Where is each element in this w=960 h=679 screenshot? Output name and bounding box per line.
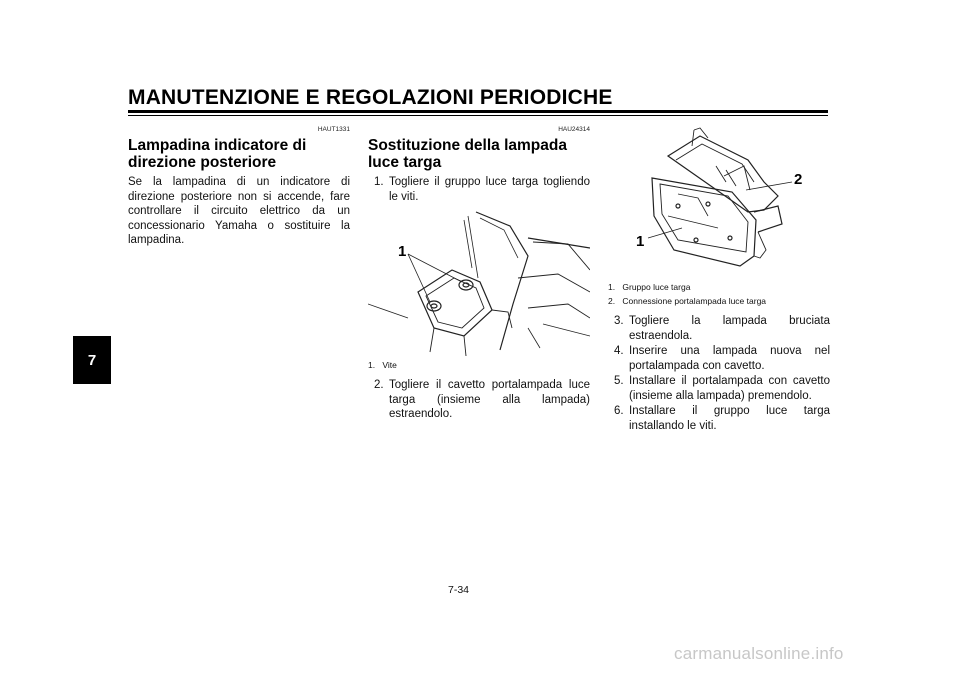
section-code: HAUT1331 bbox=[317, 126, 350, 133]
column-right bbox=[608, 126, 830, 434]
page-number: 7-34 bbox=[448, 584, 470, 596]
step-item: 1. Togliere il gruppo luce targa togliendo le viti. bbox=[374, 176, 590, 203]
header-rule-thin bbox=[128, 115, 828, 116]
header-rule-thick bbox=[128, 110, 828, 113]
watermark: carmanualsonline.info bbox=[674, 644, 844, 663]
callout-1: 1 bbox=[398, 243, 407, 260]
section-paragraph: Se la lampadina di un indicatore di direzione posteriore non si accende, fare controllare il circuito elettrico da un concessionario Yamaha o sostituire la lampadina. bbox=[128, 176, 350, 246]
column-middle bbox=[368, 126, 590, 423]
step-item: 5. Installare il portalampada con cavetto (insieme alla lampada) premendolo. bbox=[614, 375, 830, 402]
figure-caption: 2. Connessione portalampada luce targa bbox=[608, 296, 767, 306]
figure-caption: 1. Gruppo luce targa bbox=[608, 282, 691, 292]
figure-caption: 1. Vite bbox=[368, 360, 397, 370]
step-item: 6. Installare il gruppo luce targa installando le viti. bbox=[614, 405, 830, 432]
page-header-title: MANUTENZIONE E REGOLAZIONI PERIODICHE bbox=[128, 86, 613, 109]
steps-list bbox=[368, 175, 590, 204]
step-item: 2. Togliere il cavetto portalampada luce targa (insieme alla lampada) estraendolo. bbox=[374, 379, 590, 420]
section-heading-turn-signal: Lampadina indicatore di direzione posteriore bbox=[128, 137, 307, 171]
callout-1: 1 bbox=[636, 233, 645, 250]
step-item: 3. Togliere la lampada bruciata estraendola. bbox=[614, 315, 830, 342]
step-item: 4. Inserire una lampada nuova nel portalampada con cavetto. bbox=[614, 345, 830, 372]
steps-list bbox=[608, 314, 830, 433]
callout-2: 2 bbox=[794, 171, 803, 188]
section-heading-license-light: Sostituzione della lampada luce targa bbox=[368, 137, 567, 171]
column-left bbox=[128, 126, 350, 248]
steps-list bbox=[368, 378, 590, 422]
figure-screws-illustration bbox=[368, 208, 590, 358]
chapter-tab: 7 bbox=[73, 336, 111, 384]
section-code: HAU24314 bbox=[558, 126, 590, 133]
figure-license-light-assembly bbox=[608, 126, 830, 278]
